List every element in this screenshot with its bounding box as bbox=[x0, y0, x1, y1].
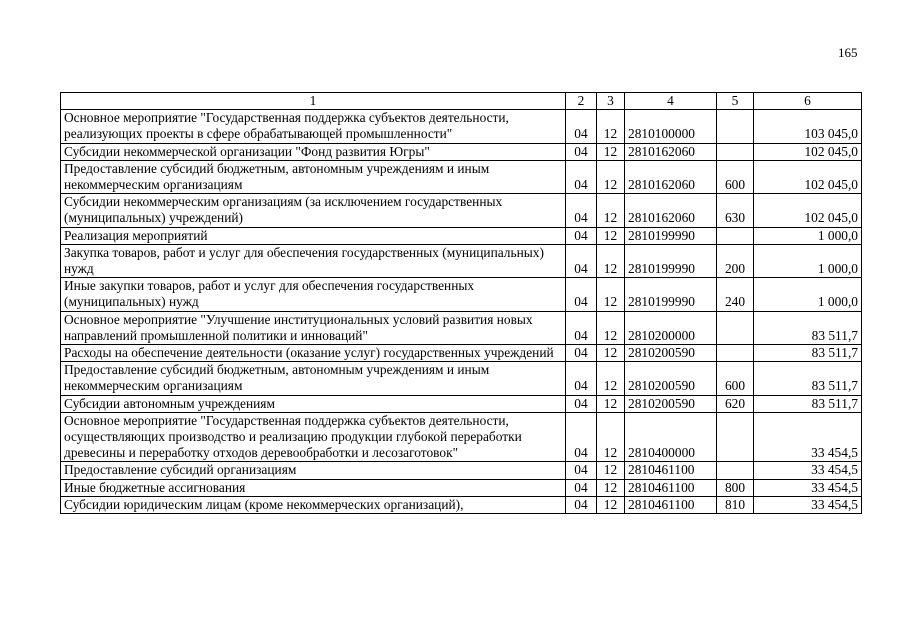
table-header-row bbox=[61, 93, 862, 110]
header-cell-2: 2 bbox=[566, 93, 597, 110]
row-name-cell: Субсидии некоммерческим организациям (за исключением государственных (муниципальных) учреждений) bbox=[61, 194, 566, 227]
row-amount-cell: 83 511,7 bbox=[754, 345, 862, 362]
row-amount-cell: 103 045,0 bbox=[754, 110, 862, 143]
row-col3-cell: 12 bbox=[597, 143, 625, 160]
row-name-cell: Расходы на обеспечение деятельности (оказание услуг) государственных учреждений bbox=[61, 345, 566, 362]
row-col3-cell: 12 bbox=[597, 311, 625, 344]
row-name-cell: Основное мероприятие "Улучшение институциональных условий развития новых направлений промышленной политики и инноваций" bbox=[61, 311, 566, 344]
table-row bbox=[61, 110, 862, 143]
row-name-cell: Основное мероприятие "Государственная поддержка субъектов деятельности, реализующих проекты в сфере обрабатывающей промышленности" bbox=[61, 110, 566, 143]
row-amount-cell: 102 045,0 bbox=[754, 143, 862, 160]
table-row bbox=[61, 143, 862, 160]
row-amount-cell: 33 454,5 bbox=[754, 462, 862, 479]
row-name-cell: Субсидии некоммерческой организации "Фонд развития Югры" bbox=[61, 143, 566, 160]
row-col3-cell: 12 bbox=[597, 278, 625, 311]
row-name-cell: Закупка товаров, работ и услуг для обеспечения государственных (муниципальных) нужд bbox=[61, 244, 566, 277]
table-row bbox=[61, 311, 862, 344]
row-type-cell: 600 bbox=[717, 362, 754, 395]
row-code-cell: 2810100000 bbox=[625, 110, 717, 143]
header-cell-4: 4 bbox=[625, 93, 717, 110]
row-amount-cell: 1 000,0 bbox=[754, 227, 862, 244]
row-col2-cell: 04 bbox=[566, 244, 597, 277]
row-type-cell bbox=[717, 311, 754, 344]
row-type-cell: 810 bbox=[717, 496, 754, 513]
row-name-cell: Реализация мероприятий bbox=[61, 227, 566, 244]
row-type-cell bbox=[717, 227, 754, 244]
row-col3-cell: 12 bbox=[597, 479, 625, 496]
header-cell-6: 6 bbox=[754, 93, 862, 110]
row-col2-cell: 04 bbox=[566, 345, 597, 362]
row-name-cell: Предоставление субсидий бюджетным, автономным учреждениям и иным некоммерческим организациям bbox=[61, 362, 566, 395]
row-col2-cell: 04 bbox=[566, 227, 597, 244]
row-code-cell: 2810199990 bbox=[625, 278, 717, 311]
table-row bbox=[61, 479, 862, 496]
table-row bbox=[61, 496, 862, 513]
row-amount-cell: 102 045,0 bbox=[754, 160, 862, 193]
row-amount-cell: 83 511,7 bbox=[754, 311, 862, 344]
row-type-cell: 620 bbox=[717, 395, 754, 412]
row-type-cell: 800 bbox=[717, 479, 754, 496]
row-col3-cell: 12 bbox=[597, 244, 625, 277]
row-col2-cell: 04 bbox=[566, 496, 597, 513]
row-code-cell: 2810200000 bbox=[625, 311, 717, 344]
row-amount-cell: 33 454,5 bbox=[754, 412, 862, 462]
row-col3-cell: 12 bbox=[597, 345, 625, 362]
row-amount-cell: 102 045,0 bbox=[754, 194, 862, 227]
row-col2-cell: 04 bbox=[566, 362, 597, 395]
row-type-cell: 600 bbox=[717, 160, 754, 193]
table-row bbox=[61, 227, 862, 244]
row-code-cell: 2810162060 bbox=[625, 194, 717, 227]
row-type-cell bbox=[717, 110, 754, 143]
row-col2-cell: 04 bbox=[566, 395, 597, 412]
table-row bbox=[61, 462, 862, 479]
row-amount-cell: 83 511,7 bbox=[754, 362, 862, 395]
row-col3-cell: 12 bbox=[597, 227, 625, 244]
row-col3-cell: 12 bbox=[597, 462, 625, 479]
row-col2-cell: 04 bbox=[566, 160, 597, 193]
table-row bbox=[61, 194, 862, 227]
row-col3-cell: 12 bbox=[597, 110, 625, 143]
row-name-cell: Субсидии автономным учреждениям bbox=[61, 395, 566, 412]
row-col2-cell: 04 bbox=[566, 311, 597, 344]
row-col2-cell: 04 bbox=[566, 479, 597, 496]
table-row bbox=[61, 160, 862, 193]
row-code-cell: 2810200590 bbox=[625, 345, 717, 362]
row-type-cell bbox=[717, 143, 754, 160]
row-col2-cell: 04 bbox=[566, 143, 597, 160]
budget-table bbox=[60, 92, 862, 514]
row-col2-cell: 04 bbox=[566, 278, 597, 311]
row-type-cell bbox=[717, 345, 754, 362]
row-col2-cell: 04 bbox=[566, 194, 597, 227]
row-name-cell: Предоставление субсидий организациям bbox=[61, 462, 566, 479]
row-col3-cell: 12 bbox=[597, 362, 625, 395]
row-col3-cell: 12 bbox=[597, 412, 625, 462]
row-type-cell: 630 bbox=[717, 194, 754, 227]
row-col2-cell: 04 bbox=[566, 110, 597, 143]
row-code-cell: 2810199990 bbox=[625, 244, 717, 277]
row-amount-cell: 1 000,0 bbox=[754, 278, 862, 311]
row-amount-cell: 83 511,7 bbox=[754, 395, 862, 412]
table-row bbox=[61, 345, 862, 362]
row-type-cell bbox=[717, 412, 754, 462]
row-name-cell: Субсидии юридическим лицам (кроме некоммерческих организаций), bbox=[61, 496, 566, 513]
row-col3-cell: 12 bbox=[597, 160, 625, 193]
header-cell-3: 3 bbox=[597, 93, 625, 110]
row-name-cell: Основное мероприятие "Государственная поддержка субъектов деятельности, осуществляющих производство и реализацию продукции глубокой переработки древесины и переработку отходов деревообработки и лесозаготовок" bbox=[61, 412, 566, 462]
table-row bbox=[61, 278, 862, 311]
header-cell-5: 5 bbox=[717, 93, 754, 110]
row-col2-cell: 04 bbox=[566, 462, 597, 479]
row-code-cell: 2810162060 bbox=[625, 143, 717, 160]
table-row bbox=[61, 362, 862, 395]
row-col3-cell: 12 bbox=[597, 496, 625, 513]
table-row bbox=[61, 244, 862, 277]
row-code-cell: 2810200590 bbox=[625, 362, 717, 395]
table-row bbox=[61, 412, 862, 462]
row-code-cell: 2810162060 bbox=[625, 160, 717, 193]
row-code-cell: 2810199990 bbox=[625, 227, 717, 244]
row-col2-cell: 04 bbox=[566, 412, 597, 462]
row-type-cell: 200 bbox=[717, 244, 754, 277]
row-type-cell bbox=[717, 462, 754, 479]
row-col3-cell: 12 bbox=[597, 194, 625, 227]
row-amount-cell: 1 000,0 bbox=[754, 244, 862, 277]
row-amount-cell: 33 454,5 bbox=[754, 496, 862, 513]
row-name-cell: Предоставление субсидий бюджетным, автономным учреждениям и иным некоммерческим организациям bbox=[61, 160, 566, 193]
row-col3-cell: 12 bbox=[597, 395, 625, 412]
table-row bbox=[61, 395, 862, 412]
page-number: 165 bbox=[838, 45, 858, 60]
row-name-cell: Иные бюджетные ассигнования bbox=[61, 479, 566, 496]
row-code-cell: 2810400000 bbox=[625, 412, 717, 462]
row-code-cell: 2810461100 bbox=[625, 462, 717, 479]
row-code-cell: 2810461100 bbox=[625, 496, 717, 513]
row-code-cell: 2810200590 bbox=[625, 395, 717, 412]
row-name-cell: Иные закупки товаров, работ и услуг для обеспечения государственных (муниципальных) нужд bbox=[61, 278, 566, 311]
header-cell-1: 1 bbox=[61, 93, 566, 110]
row-amount-cell: 33 454,5 bbox=[754, 479, 862, 496]
row-code-cell: 2810461100 bbox=[625, 479, 717, 496]
row-type-cell: 240 bbox=[717, 278, 754, 311]
